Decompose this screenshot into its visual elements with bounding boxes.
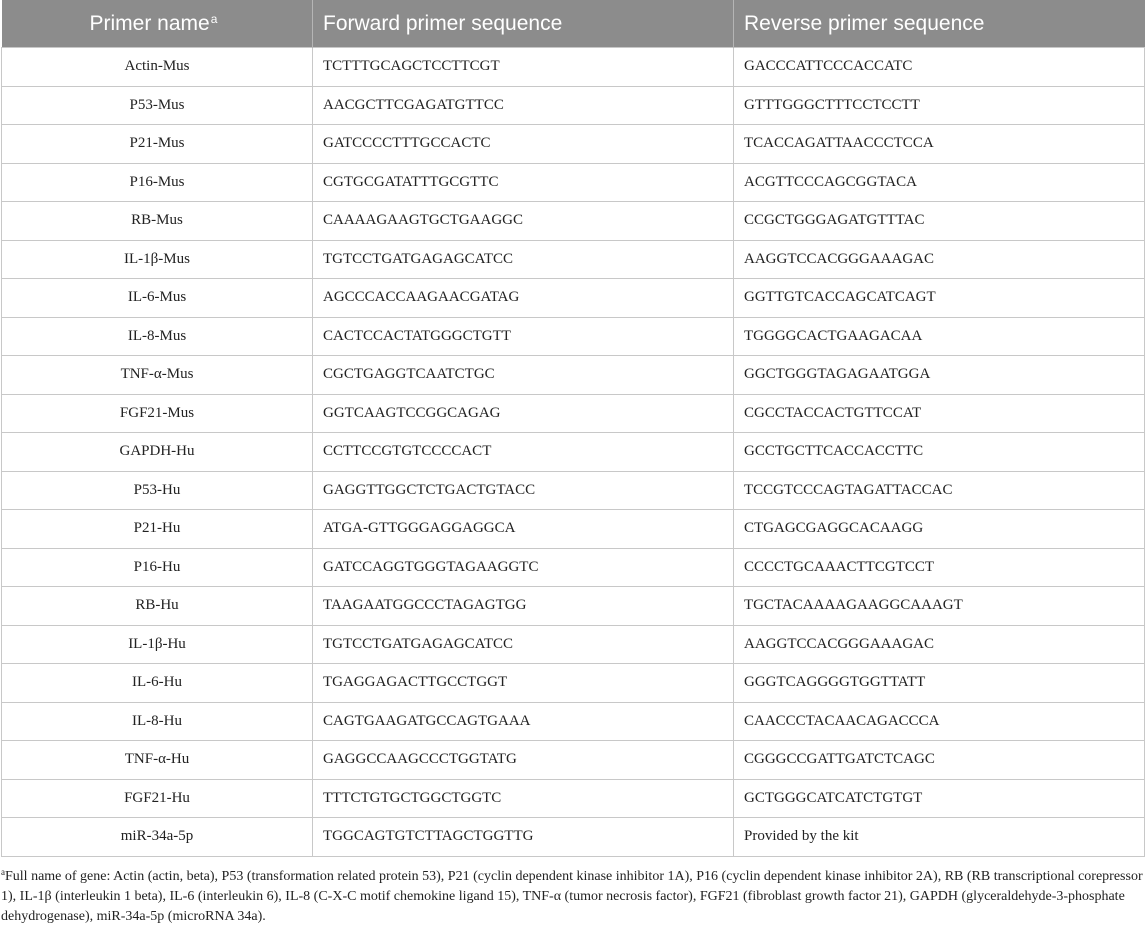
forward-sequence-cell: GATCCAGGTGGGTAGAAGGTC [313,548,734,587]
table-row [2,548,1145,587]
reverse-sequence-cell: AAGGTCCACGGGAAAGAC [734,240,1145,279]
primer-name-cell: P53-Mus [2,86,313,125]
primer-name-cell: RB-Hu [2,587,313,626]
reverse-sequence-cell: TCCGTCCCAGTAGATTACCAC [734,471,1145,510]
table-row [2,741,1145,780]
forward-sequence-cell: GGTCAAGTCCGGCAGAG [313,394,734,433]
reverse-sequence-cell: TGCTACAAAAGAAGGCAAAGT [734,587,1145,626]
table-row [2,394,1145,433]
primer-name-cell: TNF-α-Mus [2,356,313,395]
forward-sequence-cell: GAGGTTGGCTCTGACTGTACC [313,471,734,510]
reverse-sequence-cell: AAGGTCCACGGGAAAGAC [734,625,1145,664]
table-row [2,240,1145,279]
primer-name-cell: RB-Mus [2,202,313,241]
reverse-sequence-cell: ACGTTCCCAGCGGTACA [734,163,1145,202]
reverse-sequence-cell: GGCTGGGTAGAGAATGGA [734,356,1145,395]
forward-sequence-cell: CGTGCGATATTTGCGTTC [313,163,734,202]
primer-name-cell: P16-Hu [2,548,313,587]
table-body [2,48,1145,857]
table-row [2,86,1145,125]
forward-sequence-cell: TGTCCTGATGAGAGCATCC [313,625,734,664]
forward-sequence-cell: CAAAAGAAGTGCTGAAGGC [313,202,734,241]
forward-sequence-cell: CAGTGAAGATGCCAGTGAAA [313,702,734,741]
reverse-sequence-cell: Provided by the kit [734,818,1145,857]
primer-name-cell: FGF21-Hu [2,779,313,818]
primer-name-cell: IL-6-Hu [2,664,313,703]
primer-name-cell: P16-Mus [2,163,313,202]
reverse-sequence-cell: GCTGGGCATCATCTGTGT [734,779,1145,818]
table-row [2,818,1145,857]
table-row [2,587,1145,626]
forward-sequence-cell: TGGCAGTGTCTTAGCTGGTTG [313,818,734,857]
primer-name-cell: IL-1β-Mus [2,240,313,279]
forward-sequence-cell: TGTCCTGATGAGAGCATCC [313,240,734,279]
primer-name-cell: IL-8-Mus [2,317,313,356]
footnote-text: Full name of gene: Actin (actin, beta), P53 (transformation related protein 53), P21 (cyclin dependent kinase inhibitor 1A), P16 (cyclin dependent kinase inhibitor 2A), RB (RB transcriptional corepressor 1), IL-1β (interleukin 1 beta), IL-6 (interleukin 6), IL-8 (C-X-C motif chemokine ligand 15), TNF-α (tumor necrosis factor), FGF21 (fibroblast growth factor 21), GAPDH (glyceraldehyde-3-phosphate dehydrogenase), miR-34a-5p (microRNA 34a). [1,869,1143,924]
table-row [2,163,1145,202]
header-forward-sequence: Forward primer sequence [313,0,734,48]
table-row [2,317,1145,356]
table-row [2,125,1145,164]
reverse-sequence-cell: CCGCTGGGAGATGTTTAC [734,202,1145,241]
reverse-sequence-cell: GGGTCAGGGGTGGTTATT [734,664,1145,703]
forward-sequence-cell: TAAGAATGGCCCTAGAGTGG [313,587,734,626]
reverse-sequence-cell: CCCCTGCAAACTTCGTCCT [734,548,1145,587]
table-row [2,625,1145,664]
table-footnote [1,862,1144,927]
header-primer-name-label: Primer name [89,11,210,35]
forward-sequence-cell: ATGA-GTTGGGAGGAGGCA [313,510,734,549]
forward-sequence-cell: CGCTGAGGTCAATCTGC [313,356,734,395]
forward-sequence-cell: CACTCCACTATGGGCTGTT [313,317,734,356]
primer-name-cell: IL-1β-Hu [2,625,313,664]
reverse-sequence-cell: GACCCATTCCCACCATC [734,48,1145,87]
header-reverse-sequence: Reverse primer sequence [734,0,1145,48]
table-row [2,702,1145,741]
forward-sequence-cell: AACGCTTCGAGATGTTCC [313,86,734,125]
reverse-sequence-cell: CAACCCTACAACAGACCCA [734,702,1145,741]
primer-name-cell: FGF21-Mus [2,394,313,433]
primer-table [1,0,1145,857]
table-row [2,433,1145,472]
table-row [2,471,1145,510]
table-row [2,664,1145,703]
primer-name-cell: IL-6-Mus [2,279,313,318]
footnote-marker: a [210,11,218,26]
forward-sequence-cell: CCTTCCGTGTCCCCACT [313,433,734,472]
forward-sequence-cell: GAGGCCAAGCCCTGGTATG [313,741,734,780]
table-row [2,779,1145,818]
primer-name-cell: GAPDH-Hu [2,433,313,472]
forward-sequence-cell: TCTTTGCAGCTCCTTCGT [313,48,734,87]
primer-name-cell: TNF-α-Hu [2,741,313,780]
reverse-sequence-cell: GCCTGCTTCACCACCTTC [734,433,1145,472]
table-row [2,279,1145,318]
reverse-sequence-cell: CGGGCCGATTGATCTCAGC [734,741,1145,780]
reverse-sequence-cell: CGCCTACCACTGTTCCAT [734,394,1145,433]
reverse-sequence-cell: TGGGGCACTGAAGACAA [734,317,1145,356]
header-primer-name [2,0,313,48]
primer-name-cell: miR-34a-5p [2,818,313,857]
table-row [2,48,1145,87]
forward-sequence-cell: TGAGGAGACTTGCCTGGT [313,664,734,703]
table-row [2,202,1145,241]
forward-sequence-cell: TTTCTGTGCTGGCTGGTC [313,779,734,818]
reverse-sequence-cell: CTGAGCGAGGCACAAGG [734,510,1145,549]
primer-name-cell: P21-Mus [2,125,313,164]
primer-name-cell: P21-Hu [2,510,313,549]
table-row [2,356,1145,395]
reverse-sequence-cell: TCACCAGATTAACCCTCCA [734,125,1145,164]
primer-name-cell: IL-8-Hu [2,702,313,741]
forward-sequence-cell: GATCCCCTTTGCCACTC [313,125,734,164]
reverse-sequence-cell: GTTTGGGCTTTCCTCCTT [734,86,1145,125]
primer-name-cell: P53-Hu [2,471,313,510]
primer-name-cell: Actin-Mus [2,48,313,87]
table-row [2,510,1145,549]
forward-sequence-cell: AGCCCACCAAGAACGATAG [313,279,734,318]
footnote-marker: a [1,867,5,877]
reverse-sequence-cell: GGTTGTCACCAGCATCAGT [734,279,1145,318]
table-header-row [2,0,1145,48]
